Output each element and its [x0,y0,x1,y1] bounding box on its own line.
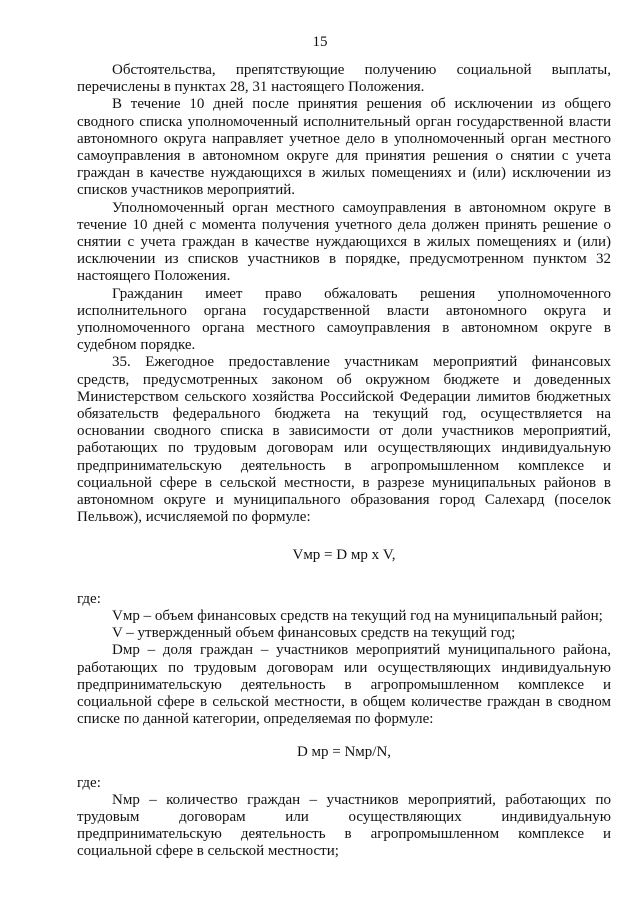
definition-nmr: Nмр – количество граждан – участников мероприятий, работающих по трудовым договорам или осуществляющих индивидуальную предпринимательскую деятельность в агропромышленном комплексе и социальной сфере в сельской местности; [77,791,611,860]
paragraph-35-funding: 35. Ежегодное предоставление участникам мероприятий финансовых средств, предусмотренных законом об окружном бюджете и доведенных Министерством сельского хозяйства Российской Федерации лимитов бюджетных обязательств федерального бюджета на текущий год, осуществляется на основании сводного списка в зависимости от доли участников мероприятий, работающих по трудовым договорам или осуществляющих индивидуальную предпринимательскую деятельность в агропромышленном комплексе и социальной сфере в сельской местности, в разрезе муниципальных районов в автономном округе и муниципального образования город Салехард (поселок Пельвож), исчисляемой по формуле: [77,354,611,526]
paragraph-local-authority-decision: Уполномоченный орган местного самоуправления в автономном округе в течение 10 дней с момента получения учетного дела должен принять решение о снятии с учета граждан в качестве нуждающихся в жилых помещениях и (или) исключении из списков участников в порядке, предусмотренном пунктом 32 настоящего Положения. [77,199,611,285]
definition-v: V – утвержденный объем финансовых средств на текущий год; [112,625,516,642]
page-number: 15 [312,34,328,50]
paragraph-obstacles: Обстоятельства, препятствующие получению социальной выплаты, перечислены в пунктах 28, 31 настоящего Положения. [77,62,611,96]
definition-dmr: Dмр – доля граждан – участников мероприятий муниципального района, работающих по трудовым договорам или осуществляющих индивидуальную предпринимательскую деятельность в агропромышленном комплексе и социальной сфере в сельской местности, в общем количестве граждан в сводном списке по данной категории, определяемая по формуле: [77,642,611,728]
paragraph-exclusion-deadline: В течение 10 дней после принятия решения об исключении из общего сводного списка уполномоченный исполнительный орган государственной власти автономного округа направляет учетное дело в уполномоченный орган местного самоуправления в автономном округе для принятия решения о снятии с учета граждан в качестве нуждающихся в жилых помещениях и (или) исключении из списков участников мероприятий. [77,96,611,199]
document-body [77,62,611,861]
where-label-1: где: [77,590,101,607]
paragraph-appeal-right: Гражданин имеет право обжаловать решения уполномоченного исполнительного органа государственной власти автономного округа и уполномоченного органа местного самоуправления в автономном округе в судебном порядке. [77,285,611,354]
definition-vmr: Vмр – объем финансовых средств на текущий год на муниципальный район; [112,607,603,624]
formula-vmr: Vмр = D мр х V, [292,547,396,564]
formula-dmr: D мр = Nмр/N, [296,744,392,761]
where-label-2: где: [77,774,101,791]
